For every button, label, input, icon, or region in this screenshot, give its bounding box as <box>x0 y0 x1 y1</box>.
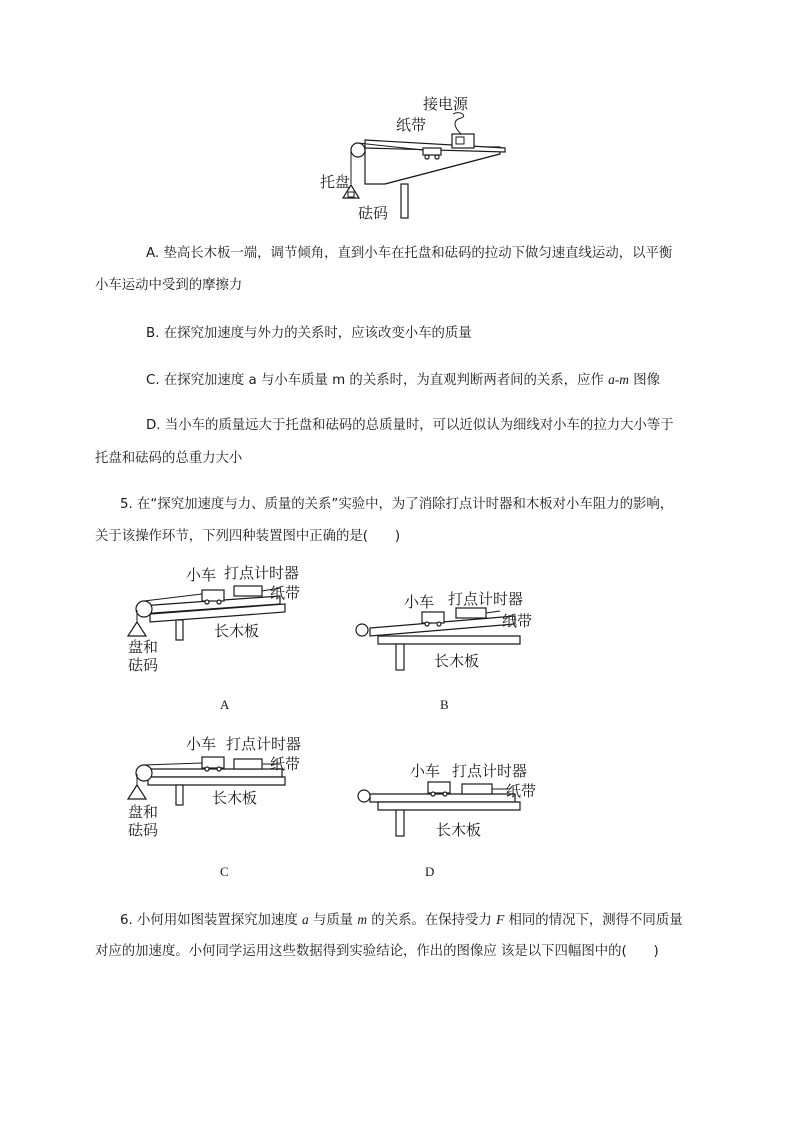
q5-line2: 关于该操作环节，下列四种装置图中正确的是( ) <box>95 529 401 544</box>
figure-d-pulley <box>358 790 370 802</box>
q6-var-f: F <box>496 912 505 927</box>
pulley <box>351 143 365 157</box>
figure-b-label-cart: 小车 <box>404 593 435 611</box>
figure-c-table <box>148 777 285 785</box>
q4-option-a-line2: 小车运动中受到的摩擦力 <box>95 278 243 293</box>
figure-d-cart <box>428 782 450 793</box>
q6-var-a: a <box>301 912 309 927</box>
q6-line1 <box>120 910 683 931</box>
cart <box>423 148 441 155</box>
figure-b-timer <box>456 608 486 618</box>
figure-a-drawing <box>120 564 320 679</box>
q4-option-c <box>146 370 660 391</box>
q4-option-c-text: C. 在探究加速度 a 与小车质量 m 的关系时，为直观判断两者间的关系，应作 <box>146 373 609 388</box>
figure-b-drawing <box>350 588 550 683</box>
figure-c-label-timer: 打点计时器 <box>226 735 302 753</box>
figure-d-board <box>370 794 515 802</box>
figure-c-weights <box>128 785 146 799</box>
top-apparatus-figure <box>310 92 520 224</box>
q6-text-3: 的关系。在保持受力 <box>367 913 497 928</box>
q4-option-a-line1: A. 垫高长木板一端，调节倾角，直到小车在托盘和砝码的拉动下做匀速直线运动，以平衡 <box>146 246 673 261</box>
figure-b-pulley <box>356 624 368 636</box>
figure-d-timer <box>462 784 492 794</box>
q5-line1: 5. 在“探究加速度与力、质量的关系”实验中，为了消除打点计时器和木板对小车阻力的影响， <box>120 497 674 512</box>
figure-c <box>120 735 320 845</box>
q4-option-c-tail: 图像 <box>628 373 660 388</box>
q4-option-d-line2: 托盘和砝码的总重力大小 <box>95 451 243 466</box>
timer-device <box>452 134 474 148</box>
figure-d-label-tape: 纸带 <box>506 782 537 800</box>
figure-c-label-weights2: 砝码 <box>128 821 159 839</box>
figure-a-cart <box>202 590 224 601</box>
label-tape: 纸带 <box>396 116 427 134</box>
figure-c-label-board: 长木板 <box>212 789 258 807</box>
figure-a-label-board: 长木板 <box>214 622 260 640</box>
figure-a-label-weights2: 砝码 <box>128 656 159 674</box>
figure-a-label-tape: 纸带 <box>270 584 301 602</box>
figure-a-label-weights1: 盘和 <box>128 638 159 656</box>
top-apparatus-drawing <box>310 92 520 224</box>
figure-a-timer <box>234 586 262 596</box>
figure-d <box>350 758 550 848</box>
figure-a-weights <box>128 622 146 636</box>
caption-c: C <box>220 864 229 879</box>
figure-d-drawing <box>350 758 550 848</box>
q4-option-c-formula: a-m <box>608 372 629 387</box>
figure-b <box>350 588 550 683</box>
figure-c-board <box>140 769 282 777</box>
q6-var-m: m <box>357 912 368 927</box>
figure-d-label-timer: 打点计时器 <box>452 762 528 780</box>
figure-c-timer <box>234 759 262 769</box>
q4-option-b: B. 在探究加速度与外力的关系时，应该改变小车的质量 <box>146 326 472 341</box>
figure-a <box>120 564 320 679</box>
figure-b-label-tape: 纸带 <box>502 612 533 630</box>
figure-b-cart <box>422 612 444 623</box>
caption-d: D <box>425 864 435 879</box>
q6-text-1: 6. 小何用如图装置探究加速度 <box>120 913 302 928</box>
figure-a-label-timer: 打点计时器 <box>224 564 300 582</box>
q6-line2: 对应的加速度。小何同学运用这些数据得到实验结论，作出的图像应 该是以下四幅图中的( ) <box>95 944 659 959</box>
table-leg <box>401 184 408 218</box>
figure-b-table <box>378 636 520 644</box>
figure-d-table <box>378 802 520 810</box>
q6-text-2: 与质量 <box>308 913 358 928</box>
q4-option-d-line1: D. 当小车的质量远大于托盘和砝码的总质量时，可以近似认为细线对小车的拉力大小等于 <box>146 418 674 433</box>
figure-b-label-board: 长木板 <box>434 652 480 670</box>
figure-c-label-tape: 纸带 <box>270 755 301 773</box>
figure-d-label-cart: 小车 <box>410 762 441 780</box>
label-weights: 砝码 <box>358 204 389 222</box>
figure-c-label-weights1: 盘和 <box>128 803 159 821</box>
figure-c-drawing <box>120 735 320 845</box>
caption-b: B <box>440 697 449 712</box>
figure-c-pulley <box>136 765 152 781</box>
figure-b-label-timer: 打点计时器 <box>448 590 524 608</box>
figure-c-cart <box>202 757 224 768</box>
label-power: 接电源 <box>423 95 469 113</box>
figure-d-label-board: 长木板 <box>436 821 482 839</box>
figure-c-label-cart: 小车 <box>186 735 217 753</box>
power-wire <box>453 113 464 134</box>
label-tray: 托盘 <box>320 173 351 191</box>
figure-a-pulley <box>136 601 152 617</box>
q6-text-4: 相同的情况下，测得不同质量 <box>504 913 683 928</box>
figure-a-label-cart: 小车 <box>186 566 217 584</box>
caption-a: A <box>220 697 230 712</box>
